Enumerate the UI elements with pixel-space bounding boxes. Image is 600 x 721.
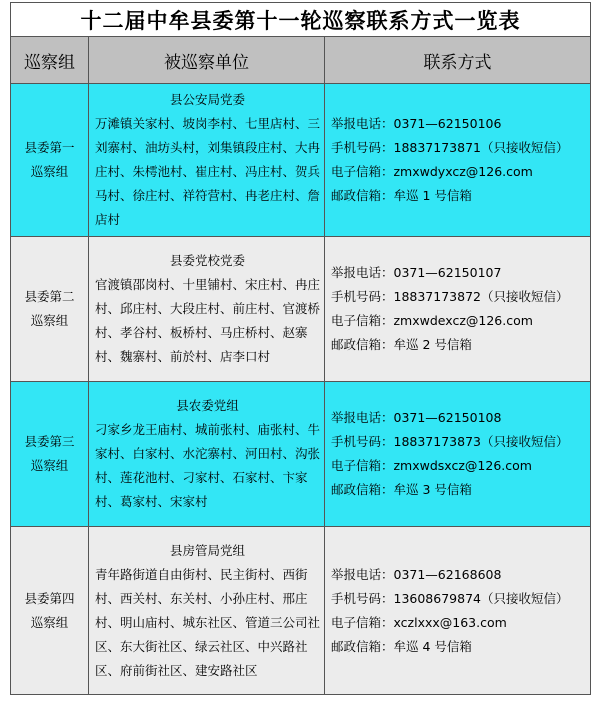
group-cell bbox=[11, 237, 89, 382]
contact-cell bbox=[325, 237, 591, 382]
table-title: 十二届中牟县委第十一轮巡察联系方式一览表 bbox=[11, 3, 591, 37]
group-name-line2: 巡察组 bbox=[30, 313, 69, 328]
mailbox: 邮政信箱：牟巡 4 号信箱 bbox=[331, 638, 472, 654]
unit-body: 万滩镇关家村、坡岗李村、七里店村、三刘寨村、油坊头村，刘集镇段庄村、大冉庄村、朱樗池村、崔庄村、冯庄村、贺兵马村、徐庄村、祥符营村、冉老庄村、詹店村 bbox=[95, 116, 321, 227]
unit-head: 县农委党组 bbox=[176, 398, 239, 413]
email[interactable]: 电子信箱：zmxwdexcz@126.com bbox=[331, 313, 533, 328]
group-name-line1: 县委第一 bbox=[24, 140, 75, 155]
email[interactable]: 电子信箱：zmxwdsxcz@126.com bbox=[331, 458, 532, 473]
unit-cell bbox=[89, 84, 325, 237]
unit-body: 官渡镇邵岗村、十里铺村、宋庄村、冉庄村、邱庄村、大段庄村、前庄村、官渡桥村、孝谷村、板桥村、马庄桥村、赵寨村、魏寨村、前於村、店李口村 bbox=[95, 277, 321, 364]
table-row bbox=[11, 237, 591, 382]
mobile: 手机号码：13608679874（只接收短信） bbox=[331, 590, 569, 606]
contact-table bbox=[10, 2, 591, 695]
table-row bbox=[11, 382, 591, 527]
header-contact: 联系方式 bbox=[325, 37, 591, 84]
contact-cell bbox=[325, 527, 591, 695]
group-name-line2: 巡察组 bbox=[30, 614, 69, 630]
unit-cell bbox=[89, 527, 325, 695]
unit-cell bbox=[89, 382, 325, 527]
group-name-line1: 县委第四 bbox=[24, 590, 75, 606]
unit-head: 县委党校党委 bbox=[169, 253, 245, 268]
email[interactable]: 电子信箱：zmxwdyxcz@126.com bbox=[331, 164, 533, 179]
header-group: 巡察组 bbox=[11, 37, 89, 84]
header-unit: 被巡察单位 bbox=[89, 37, 325, 84]
group-name-line2: 巡察组 bbox=[30, 164, 69, 179]
mobile: 手机号码：18837173871（只接收短信） bbox=[331, 140, 569, 155]
group-cell bbox=[11, 382, 89, 527]
unit-head: 县公安局党委 bbox=[169, 92, 245, 107]
mailbox: 邮政信箱：牟巡 1 号信箱 bbox=[331, 188, 472, 203]
group-name-line2: 巡察组 bbox=[30, 458, 69, 473]
unit-body: 青年路街道自由街村、民主街村、西街村、西关村、东关村、小孙庄村、邢庄村、明山庙村、城东社区、管道三公司社区、东大街社区、绿云社区、中兴路社区、府前街社区、建安路社区 bbox=[95, 566, 321, 678]
hotline: 举报电话：0371—62150106 bbox=[331, 116, 502, 131]
contact-cell bbox=[325, 84, 591, 237]
mailbox: 邮政信箱：牟巡 2 号信箱 bbox=[331, 337, 472, 352]
group-cell bbox=[11, 527, 89, 695]
table-row bbox=[11, 84, 591, 237]
mailbox: 邮政信箱：牟巡 3 号信箱 bbox=[331, 482, 472, 497]
table-row bbox=[11, 527, 591, 695]
email[interactable]: 电子信箱：xczlxxx@163.com bbox=[331, 614, 507, 630]
unit-body: 刁家乡龙王庙村、城前张村、庙张村、牛家村、白家村、水沱寨村、河田村、沟张村、莲花池村、刁家村、石家村、卞家村、葛家村、宋家村 bbox=[95, 422, 321, 509]
unit-head: 县房管局党组 bbox=[169, 542, 245, 558]
contact-cell bbox=[325, 382, 591, 527]
group-name-line1: 县委第三 bbox=[24, 434, 75, 449]
header-row bbox=[11, 37, 591, 84]
mobile: 手机号码：18837173872（只接收短信） bbox=[331, 289, 569, 304]
unit-cell bbox=[89, 237, 325, 382]
hotline: 举报电话：0371—62150107 bbox=[331, 265, 502, 280]
group-name-line1: 县委第二 bbox=[24, 289, 75, 304]
hotline: 举报电话：0371—62168608 bbox=[331, 566, 502, 582]
mobile: 手机号码：18837173873（只接收短信） bbox=[331, 434, 569, 449]
contact-table-wrapper bbox=[10, 2, 590, 695]
hotline: 举报电话：0371—62150108 bbox=[331, 410, 502, 425]
group-cell bbox=[11, 84, 89, 237]
